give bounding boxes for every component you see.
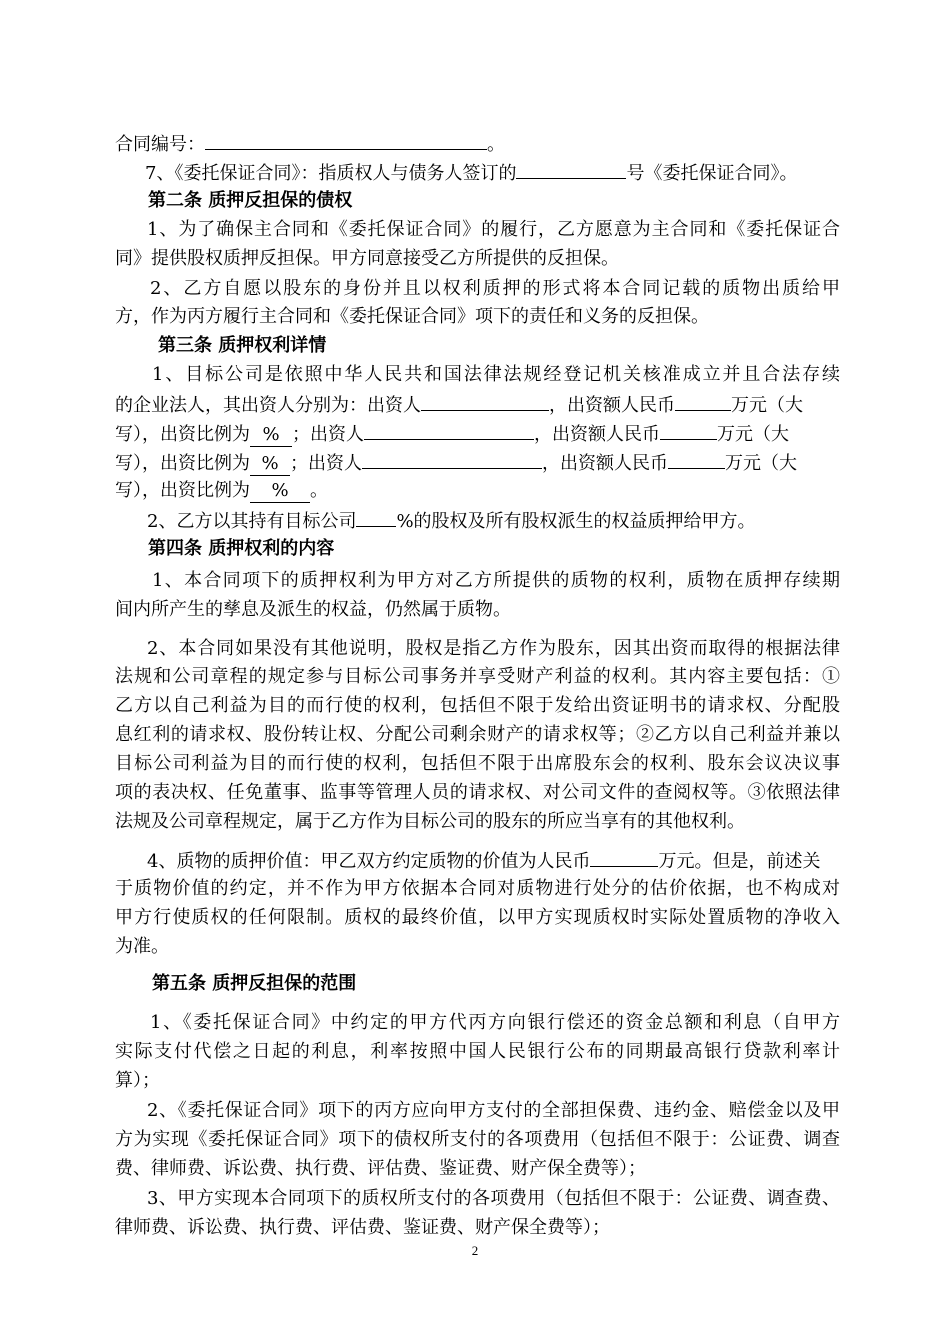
art4-p2-line5: 目标公司利益为目的而行使的权利，包括但不限于出席股东会的权利、股东会议决议事	[115, 753, 840, 774]
text: 写），出资比例为	[115, 453, 250, 474]
text: 2、乙方以其持有目标公司	[147, 511, 357, 532]
text: 4、质物的质押价值：甲乙双方约定质物的价值为人民币	[147, 851, 591, 872]
text: 写），出资比例为	[115, 424, 250, 445]
art5-p1-line2: 实际支付代偿之日起的利息，利率按照中国人民银行公布的同期最高银行贷款利率计	[115, 1041, 840, 1062]
art4-p4-line3: 甲方行使质权的任何限制。质权的最终价值，以甲方实现质权时实际处置质物的净收入	[115, 907, 840, 928]
blank-investor-1	[421, 389, 549, 411]
text: 写），出资比例为	[115, 480, 250, 501]
blank-investor-3	[362, 447, 542, 469]
text: ；出资人	[292, 424, 364, 445]
art4-p2-line3: 乙方以自己利益为目的而行使的权利，包括但不限于发给出资证明书的请求权、分配股	[115, 695, 840, 716]
art5-p1-line1: 1、《委托保证合同》中约定的甲方代丙方向银行偿还的资金总额和利息（自甲方	[150, 1012, 840, 1033]
art2-p1-line2: 同》提供股权质押反担保。甲方同意接受乙方所提供的反担保。	[115, 248, 619, 269]
art4-p4-line1	[147, 845, 840, 877]
art4-p4-line4: 为准。	[115, 936, 169, 957]
percent-sign: %	[262, 424, 280, 445]
art2-p2-line1: 2、乙方自愿以股东的身份并且以权利质押的形式将本合同记载的质物出质给甲	[150, 278, 840, 299]
percent-sign: %	[271, 480, 289, 501]
definition-7-text-end: 号《委托保证合同》。	[626, 163, 798, 184]
article-3-title: 第三条 质押权利详情	[158, 335, 327, 356]
text: %的股权及所有股权派生的权益质押给甲方。	[396, 511, 756, 532]
art3-p1-line3	[115, 418, 840, 450]
text: 万元（大	[725, 453, 797, 474]
blank-amount-3	[668, 447, 725, 469]
art4-p2-line7: 法规及公司章程规定，属于乙方作为目标公司的股东的所应当享有的其他权利。	[115, 811, 745, 832]
article-5-title: 第五条 质押反担保的范围	[152, 973, 357, 994]
text: ，出资额人民币	[542, 453, 668, 474]
text: ；出资人	[290, 453, 362, 474]
blank-ratio-1	[250, 425, 292, 447]
blank-amount-2	[660, 418, 717, 440]
blank-contract-number	[205, 128, 487, 150]
definition-7	[145, 157, 840, 189]
blank-amount-1	[675, 389, 731, 411]
art5-p2-line1: 2、《委托保证合同》项下的丙方应向甲方支付的全部担保费、违约金、赔偿金以及甲	[147, 1100, 840, 1121]
art5-p2-line2: 方为实现《委托保证合同》项下的债权所支付的各项费用（包括但不限于：公证费、调查	[115, 1129, 840, 1150]
art4-p1-line1: 1、本合同项下的质押权利为甲方对乙方所提供的质物的权利，质物在质押存续期	[152, 570, 840, 591]
text: 。	[310, 480, 328, 501]
text: 万元（大	[731, 395, 803, 416]
art2-p1-line1: 1、为了确保主合同和《委托保证合同》的履行，乙方愿意为主合同和《委托保证合	[147, 219, 840, 240]
text: ，出资额人民币	[534, 424, 660, 445]
blank-pledge-value	[590, 845, 658, 867]
percent-sign: %	[261, 453, 279, 474]
art4-p2-line4: 息红利的请求权、股份转让权、分配公司剩余财产的请求权等；②乙方以自己利益并兼以	[115, 724, 840, 745]
text: ，出资额人民币	[549, 395, 675, 416]
blank-ratio-3	[250, 481, 310, 503]
art3-p1-line5	[115, 476, 840, 506]
art4-p2-line1: 2、本合同如果没有其他说明，股权是指乙方作为股东，因其出资而取得的根据法律	[147, 638, 840, 659]
art3-p1-line4	[115, 447, 840, 479]
art4-p4-line2: 于质物价值的约定，并不作为甲方依据本合同对质物进行处分的估价依据，也不构成对	[115, 878, 840, 899]
art5-p3-line2: 律师费、诉讼费、执行费、评估费、鉴证费、财产保全费等）；	[115, 1217, 610, 1238]
article-4-title: 第四条 质押权利的内容	[148, 538, 335, 559]
art3-p1-line1: 1、目标公司是依照中华人民共和国法律法规经登记机关核准成立并且合法存续	[152, 364, 840, 385]
art3-p1-line2	[115, 389, 840, 421]
contract-number-label: 合同编号：	[115, 134, 205, 155]
text: 万元。但是，前述关	[658, 851, 821, 872]
art2-p2-line2: 方，作为丙方履行主合同和《委托保证合同》项下的责任和义务的反担保。	[115, 306, 709, 327]
art3-p2	[147, 505, 840, 537]
punct: 。	[487, 134, 505, 155]
art4-p2-line6: 项的表决权、任免董事、监事等管理人员的请求权、对公司文件的查阅权等。③依照法律	[115, 782, 840, 803]
blank-share-percent	[356, 505, 396, 527]
text: 万元（大	[717, 424, 789, 445]
article-2-title: 第二条 质押反担保的债权	[148, 190, 353, 211]
art5-p3-line1: 3、甲方实现本合同项下的质权所支付的各项费用（包括但不限于：公证费、调查费、	[147, 1188, 840, 1209]
blank-guarantee-number	[516, 157, 626, 179]
blank-investor-2	[364, 418, 534, 440]
art4-p1-line2: 间内所产生的孳息及派生的权益，仍然属于质物。	[115, 599, 511, 620]
art4-p2-line2: 法规和公司章程的规定参与目标公司事务并享受财产利益的权利。其内容主要包括：①	[115, 666, 840, 687]
page-number: 2	[471, 1243, 479, 1258]
blank-ratio-2	[250, 454, 290, 476]
art5-p2-line3: 费、律师费、诉讼费、执行费、评估费、鉴证费、财产保全费等）；	[115, 1158, 646, 1179]
definition-7-text: 7、《委托保证合同》：指质权人与债务人签订的	[145, 163, 517, 184]
contract-number-line	[115, 128, 840, 160]
art5-p1-line3: 算）；	[115, 1070, 160, 1091]
text: 的企业法人，其出资人分别为：出资人	[115, 395, 421, 416]
